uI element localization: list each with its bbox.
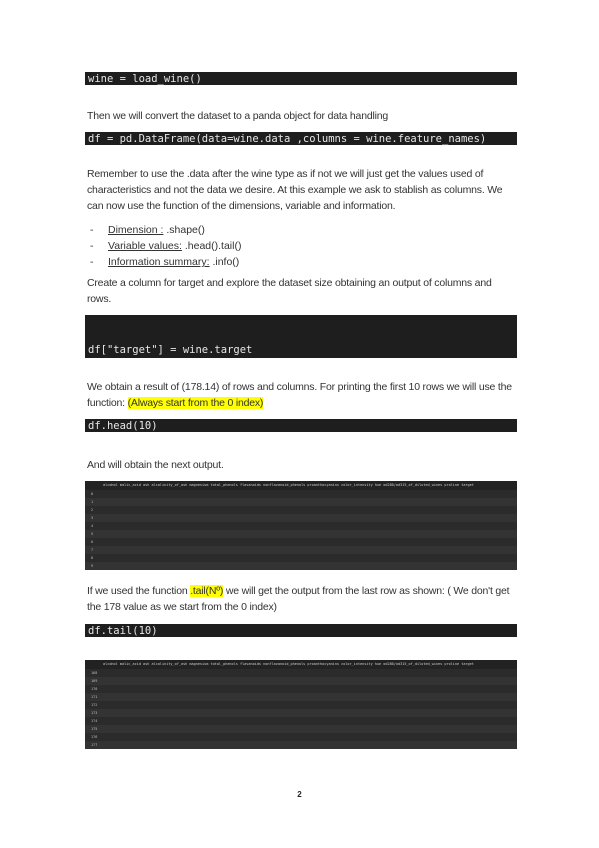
result-text: We obtain a result of (178.14) of rows and columns. For printing the first 10 rows we will use the function: [87,381,512,409]
row-index: 2 [91,508,94,512]
table-row [85,562,517,570]
table-row [85,490,517,498]
tail-text-post: we will get the output from the last row as shown: ( We don't get the 178 value as we start from the 0 index) [87,585,510,613]
code-tail: df.tail(10) [85,624,517,637]
table-row [85,701,517,709]
row-index: 9 [91,564,94,568]
row-index: 174 [91,719,98,723]
table-row [85,546,517,554]
table-row [85,725,517,733]
paragraph-create-target: Create a column for target and explore the dataset size obtaining an output of columns and rows. [87,277,492,305]
code-load-wine: wine = load_wine() [85,72,517,85]
list-item [88,254,241,270]
highlight-text: .tail(Nº) [190,585,224,597]
table-header: alcohol malic_acid ash alcalinity_of_ash magnesium total_phenols flavanoids nonflavanoid_phenols proanthocyanins color_intensity hue od280/od315_of_diluted_wines proline target [85,660,517,669]
list-desc: .info() [209,256,240,268]
row-index: 170 [91,687,98,691]
table-row [85,685,517,693]
code-head: df.head(10) [85,419,517,432]
row-index: 7 [91,548,94,552]
table-header: alcohol malic_acid ash alcalinity_of_ash magnesium total_phenols flavanoids nonflavanoid_phenols proanthocyanins color_intensity hue od280/od315_of_diluted_wines proline target [85,481,517,490]
list-item [88,238,241,254]
list-item [88,222,241,238]
code-dataframe: df = pd.DataFrame(data=wine.data ,columns = wine.feature_names) [85,132,517,145]
page-number: 2 [297,790,302,799]
table-body [85,669,517,749]
row-index: 172 [91,703,98,707]
row-index: 177 [91,743,98,747]
paragraph-tail [87,583,517,615]
table-row [85,717,517,725]
list-term: Variable values: [108,240,182,252]
row-index: 169 [91,679,98,683]
list-term: Information summary: [108,256,210,268]
table-row [85,554,517,562]
row-index: 0 [91,492,94,496]
table-row [85,522,517,530]
row-index: 175 [91,727,98,731]
table-row [85,514,517,522]
row-index: 176 [91,735,98,739]
paragraph-convert: Then we will convert the dataset to a panda object for data handling [87,110,389,122]
table-row [85,677,517,685]
row-index: 171 [91,695,98,699]
list-term: Dimension : [108,224,164,236]
highlight-text: (Always start from the 0 index) [127,397,264,409]
table-row [85,693,517,701]
head-output-table [85,481,517,570]
paragraph-next-output: And will obtain the next output. [87,459,224,471]
row-index: 168 [91,671,98,675]
row-index: 6 [91,540,94,544]
table-row [85,538,517,546]
row-index: 4 [91,524,94,528]
row-index: 5 [91,532,94,536]
tail-text-pre: If we used the function [87,585,191,597]
row-index: 8 [91,556,94,560]
row-index: 3 [91,516,94,520]
tail-output-table [85,660,517,749]
table-row [85,530,517,538]
code-target [85,315,517,358]
table-row [85,669,517,677]
table-body [85,490,517,570]
paragraph-result [87,379,517,411]
table-row [85,741,517,749]
table-row [85,733,517,741]
code-line: df["target"] = wine.target [88,344,253,356]
paragraph-remember: Remember to use the .data after the wine type as if not we will just get the values used of characteristics and not the data we desire. At this example we ask to stablish as columns. We can now use the function of the dimensions, variable and information. [87,168,503,212]
table-row [85,709,517,717]
row-index: 1 [91,500,94,504]
table-row [85,498,517,506]
list-desc: .shape() [163,224,205,236]
row-index: 173 [91,711,98,715]
table-row [85,506,517,514]
list-desc: .head().tail() [181,240,242,252]
function-list [88,222,241,270]
